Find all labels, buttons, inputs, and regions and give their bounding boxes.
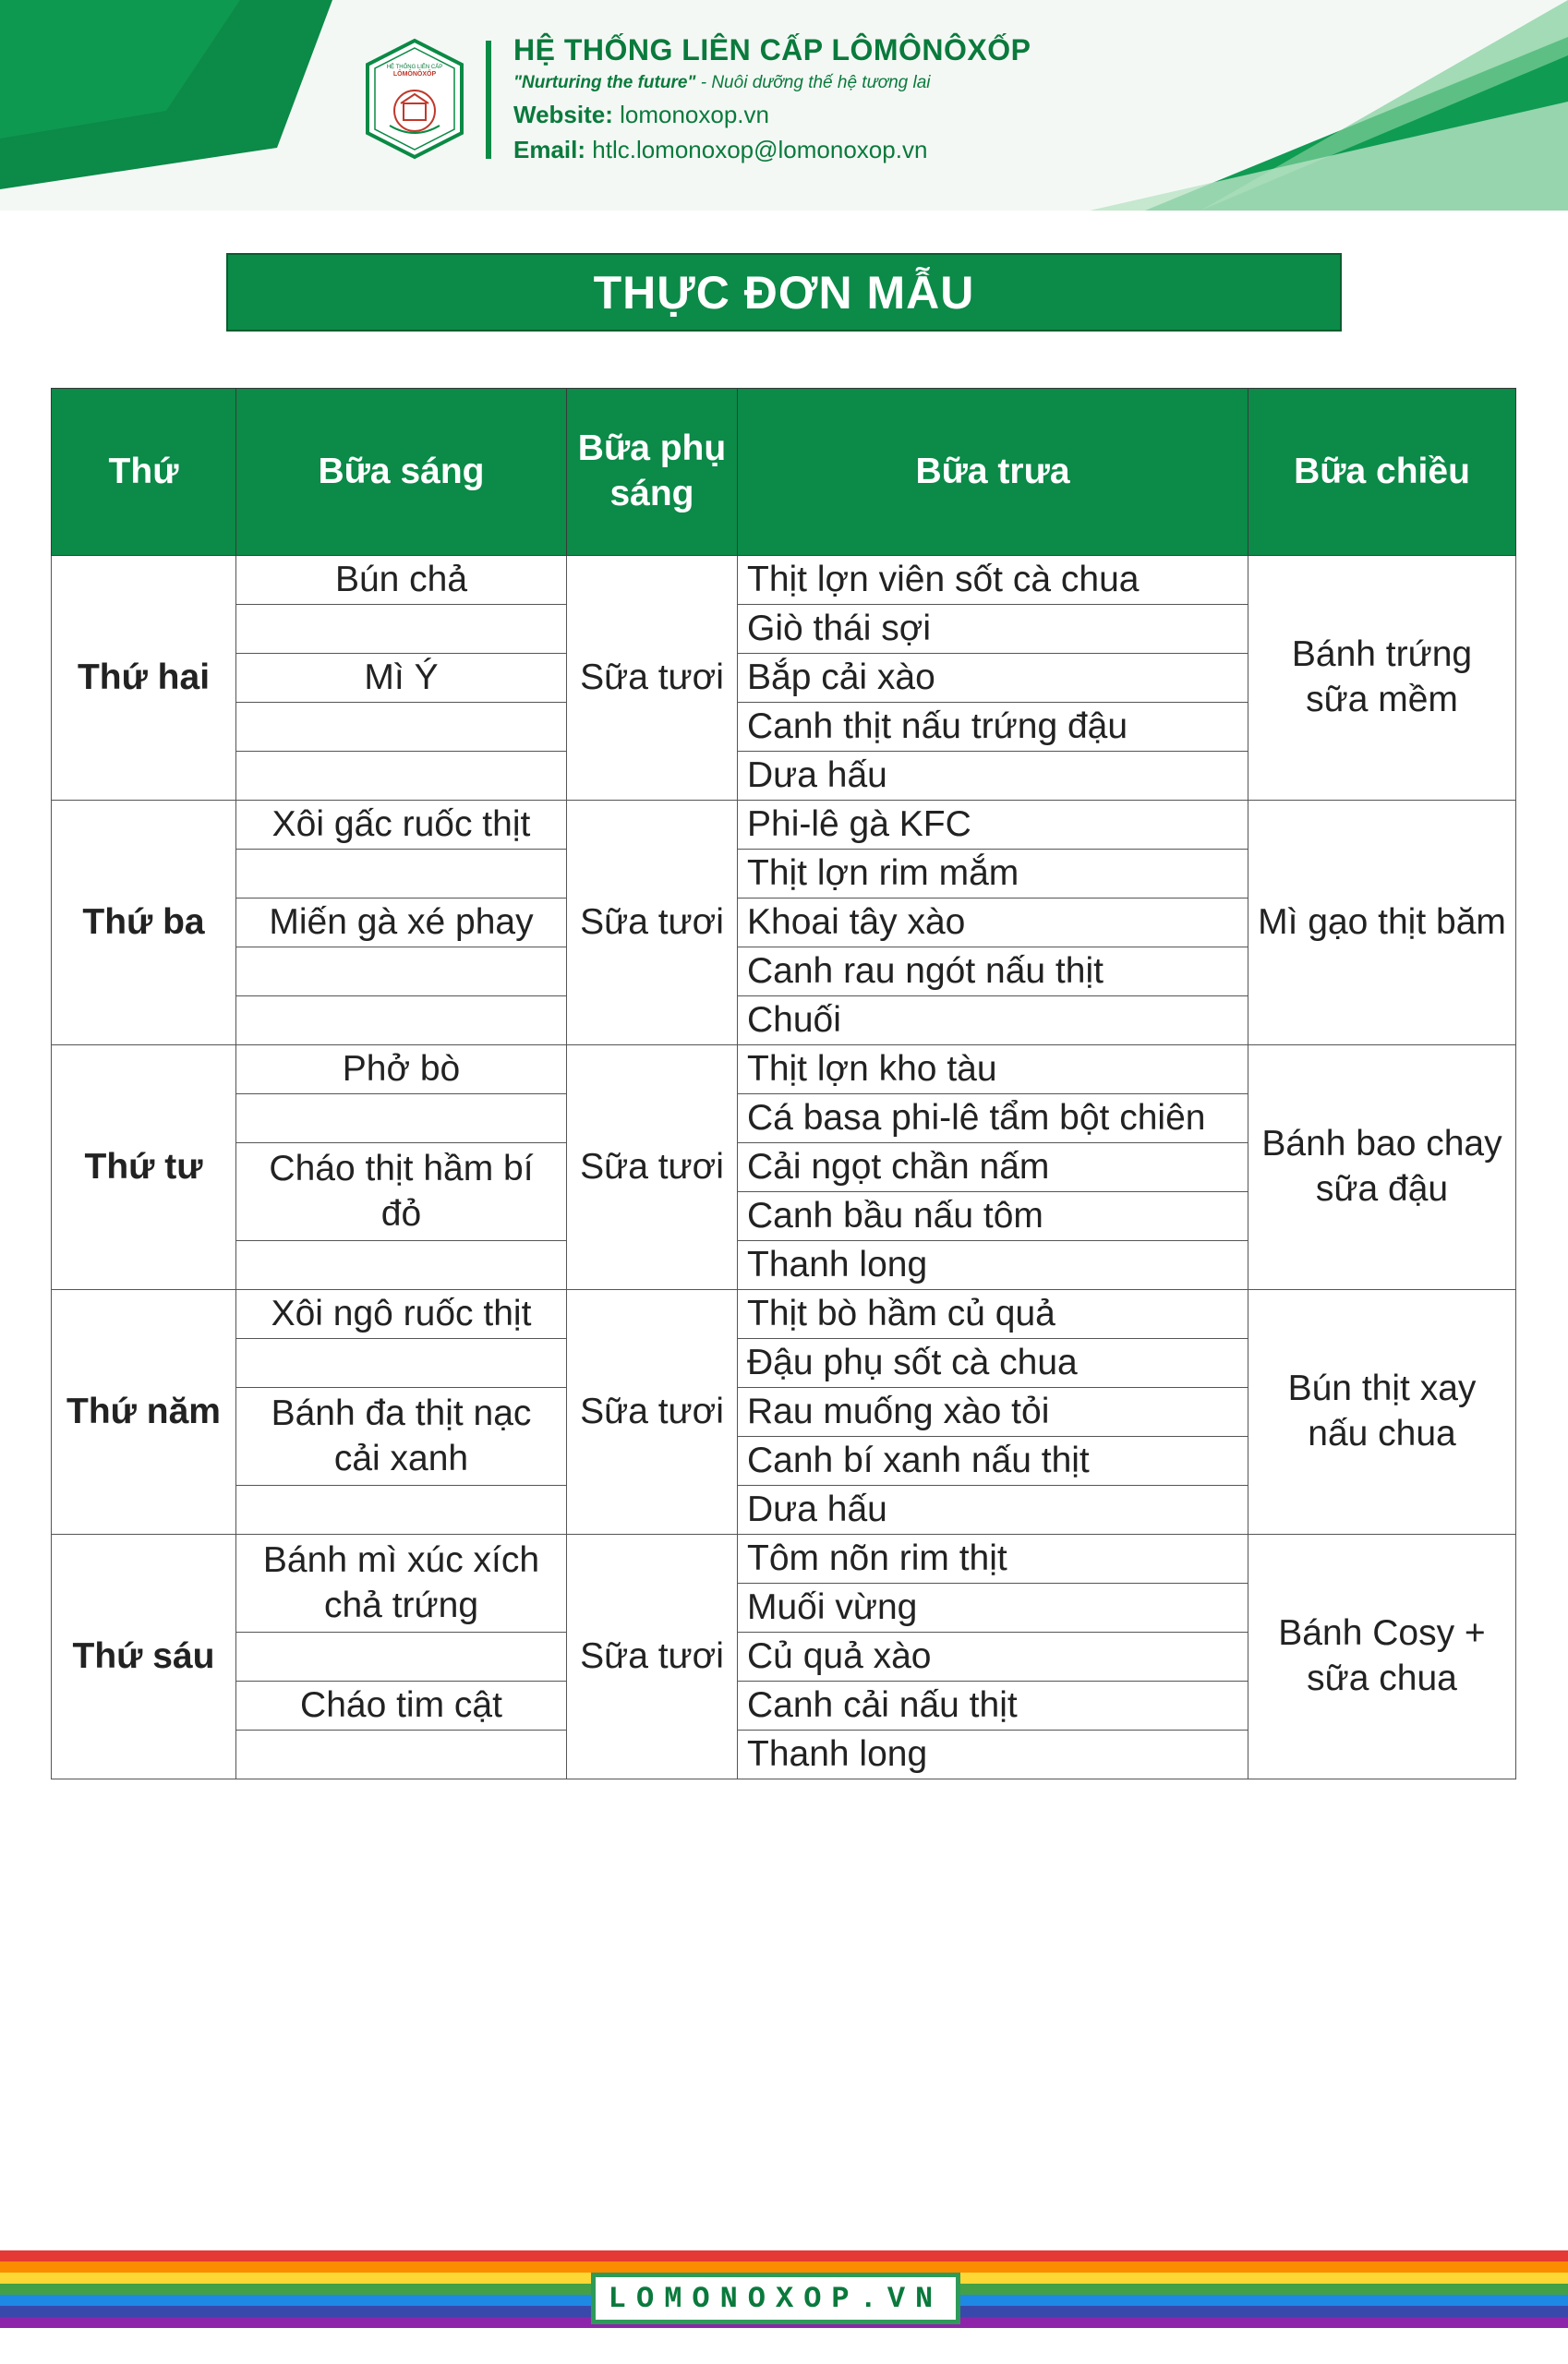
lunch-cell: Thịt bò hầm củ quả	[738, 1290, 1248, 1339]
table-row	[52, 1045, 1516, 1094]
lunch-cell: Chuối	[738, 996, 1248, 1045]
school-logo	[362, 37, 467, 161]
breakfast-empty-cell	[236, 850, 567, 899]
slogan-vietnamese: - Nuôi dưỡng thế hệ tương lai	[695, 73, 931, 92]
lunch-cell: Củ quả xào	[738, 1633, 1248, 1682]
menu-title: THỰC ĐƠN MẪU	[593, 266, 975, 319]
afternoon-cell: Bánh Cosy + sữa chua	[1248, 1535, 1516, 1779]
lunch-cell: Phi-lê gà KFC	[738, 801, 1248, 850]
afternoon-cell: Bún thịt xay nấu chua	[1248, 1290, 1516, 1535]
breakfast-empty-cell	[236, 996, 567, 1045]
website-line	[513, 103, 1031, 127]
day-cell: Thứ hai	[52, 556, 236, 801]
website-label: Website:	[513, 101, 613, 128]
breakfast-empty-cell	[236, 1339, 567, 1388]
column-header-afternoon: Bữa chiều	[1248, 389, 1516, 556]
column-header-lunch: Bữa trưa	[738, 389, 1248, 556]
day-cell: Thứ năm	[52, 1290, 236, 1535]
email-value: htlc.lomonoxop@lomonoxop.vn	[585, 136, 928, 163]
breakfast-empty-cell	[236, 1486, 567, 1535]
lunch-cell: Thanh long	[738, 1241, 1248, 1290]
menu-title-bar	[226, 253, 1342, 332]
logo-text-brand: LÔMÔNÔXỐP	[392, 71, 437, 78]
footer-website: LOMONOXOP.VN	[608, 2281, 944, 2316]
breakfast-cell: Mì Ý	[236, 654, 567, 703]
breakfast-cell: Bún chả	[236, 556, 567, 605]
table-body	[52, 556, 1516, 1779]
lunch-cell: Thịt lợn rim mắm	[738, 850, 1248, 899]
lunch-cell: Canh thịt nấu trứng đậu	[738, 703, 1248, 752]
snack-cell: Sữa tươi	[567, 1535, 738, 1779]
footer-website-box	[591, 2273, 960, 2324]
page-footer	[0, 2239, 1568, 2364]
snack-cell: Sữa tươi	[567, 556, 738, 801]
email-line	[513, 138, 1031, 162]
column-header-breakfast: Bữa sáng	[236, 389, 567, 556]
header-divider	[486, 41, 491, 159]
lunch-cell: Rau muống xào tỏi	[738, 1388, 1248, 1437]
breakfast-cell: Miến gà xé phay	[236, 899, 567, 947]
breakfast-cell: Xôi gấc ruốc thịt	[236, 801, 567, 850]
breakfast-cell: Bánh đa thịt nạc cải xanh	[236, 1388, 567, 1486]
day-cell: Thứ sáu	[52, 1535, 236, 1779]
lunch-cell: Giò thái sợi	[738, 605, 1248, 654]
lunch-cell: Canh bầu nấu tôm	[738, 1192, 1248, 1241]
slogan-english: "Nurturing the future"	[513, 73, 696, 92]
column-header-snack: Bữa phụ sáng	[567, 389, 738, 556]
afternoon-cell: Mì gạo thịt băm	[1248, 801, 1516, 1045]
snack-cell: Sữa tươi	[567, 1290, 738, 1535]
school-slogan	[513, 74, 1031, 91]
page-header	[0, 0, 1568, 211]
lunch-cell: Bắp cải xào	[738, 654, 1248, 703]
breakfast-empty-cell	[236, 947, 567, 996]
website-value: lomonoxop.vn	[612, 101, 769, 128]
snack-cell: Sữa tươi	[567, 1045, 738, 1290]
lunch-cell: Thanh long	[738, 1731, 1248, 1779]
table-row	[52, 1535, 1516, 1584]
header-info	[513, 35, 1031, 162]
breakfast-empty-cell	[236, 1633, 567, 1682]
lunch-cell: Canh rau ngót nấu thịt	[738, 947, 1248, 996]
table-row	[52, 556, 1516, 605]
table-header-row	[52, 389, 1516, 556]
breakfast-cell: Phở bò	[236, 1045, 567, 1094]
lunch-cell: Tôm nõn rim thịt	[738, 1535, 1248, 1584]
lunch-cell: Dưa hấu	[738, 752, 1248, 801]
lunch-cell: Cải ngọt chần nấm	[738, 1143, 1248, 1192]
afternoon-cell: Bánh bao chay sữa đậu	[1248, 1045, 1516, 1290]
lunch-cell: Dưa hấu	[738, 1486, 1248, 1535]
lunch-cell: Canh cải nấu thịt	[738, 1682, 1248, 1731]
breakfast-cell: Xôi ngô ruốc thịt	[236, 1290, 567, 1339]
lunch-cell: Đậu phụ sốt cà chua	[738, 1339, 1248, 1388]
breakfast-cell: Cháo tim cật	[236, 1682, 567, 1731]
breakfast-empty-cell	[236, 1731, 567, 1779]
lunch-cell: Muối vừng	[738, 1584, 1248, 1633]
afternoon-cell: Bánh trứng sữa mềm	[1248, 556, 1516, 801]
breakfast-empty-cell	[236, 1241, 567, 1290]
breakfast-cell: Cháo thịt hầm bí đỏ	[236, 1143, 567, 1241]
logo-text-top: HỆ THỐNG LIÊN CẤP	[386, 65, 443, 70]
table-row	[52, 1290, 1516, 1339]
lunch-cell: Khoai tây xào	[738, 899, 1248, 947]
breakfast-empty-cell	[236, 752, 567, 801]
lunch-cell: Canh bí xanh nấu thịt	[738, 1437, 1248, 1486]
table-row	[52, 801, 1516, 850]
breakfast-empty-cell	[236, 703, 567, 752]
lunch-cell: Thịt lợn kho tàu	[738, 1045, 1248, 1094]
weekly-menu-table	[51, 388, 1516, 1779]
column-header-day: Thứ	[52, 389, 236, 556]
breakfast-empty-cell	[236, 605, 567, 654]
snack-cell: Sữa tươi	[567, 801, 738, 1045]
lunch-cell: Cá basa phi-lê tẩm bột chiên	[738, 1094, 1248, 1143]
lunch-cell: Thịt lợn viên sốt cà chua	[738, 556, 1248, 605]
day-cell: Thứ tư	[52, 1045, 236, 1290]
email-label: Email:	[513, 136, 586, 163]
school-name: HỆ THỐNG LIÊN CẤP LÔMÔNÔXỐP	[513, 33, 1031, 66]
breakfast-empty-cell	[236, 1094, 567, 1143]
day-cell: Thứ ba	[52, 801, 236, 1045]
breakfast-cell: Bánh mì xúc xích chả trứng	[236, 1535, 567, 1633]
